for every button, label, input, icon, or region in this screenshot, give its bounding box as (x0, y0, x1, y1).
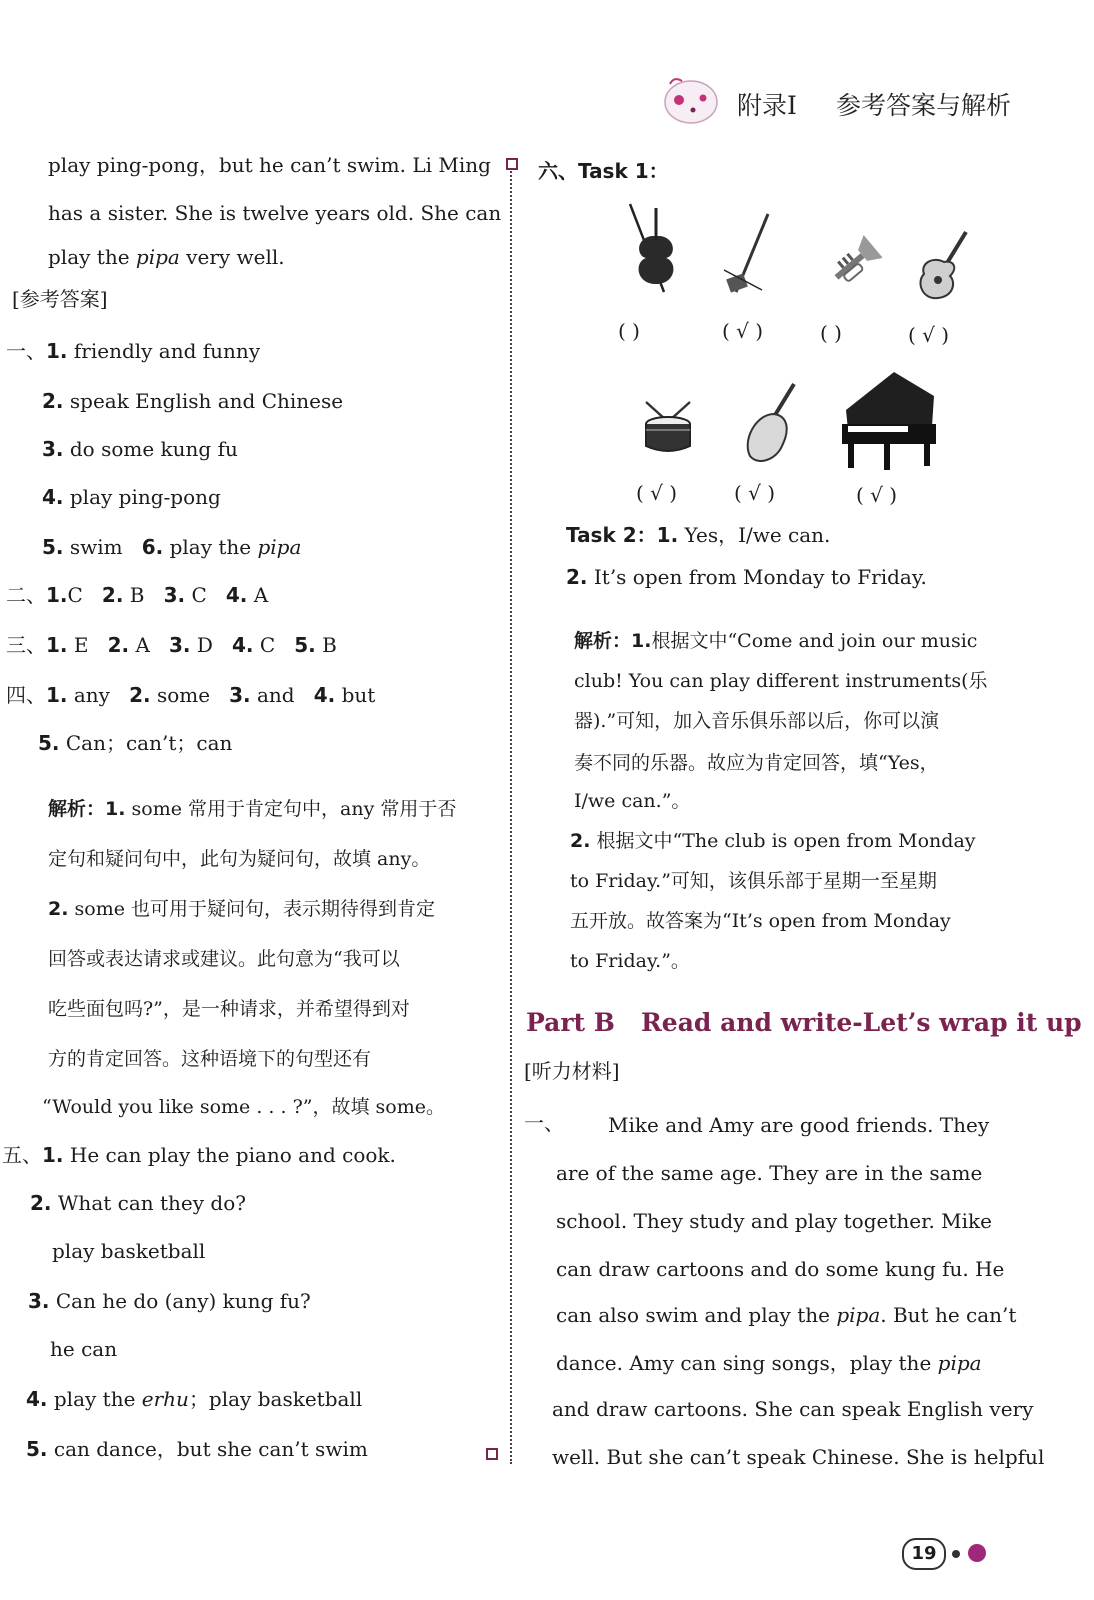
section-3: 三、1. E 2. A 3. D 4. C 5. B (6, 633, 337, 657)
intro-line: play ping-pong，but he can’t swim. Li Ming (48, 153, 491, 177)
analysis-left: 定句和疑问句中，此句为疑问句，故填 any。 (48, 848, 431, 870)
drum-icon (636, 398, 696, 458)
mark-trumpet: ( ) (820, 321, 842, 345)
section-1-item-1: 一、1. friendly and funny (6, 339, 261, 363)
analysis-right: to Friday.”可知，该俱乐部于星期一至星期 (570, 870, 937, 892)
task2-item-2: 2. It’s open from Monday to Friday. (566, 565, 927, 589)
task1-label: 六、Task 1： (538, 159, 669, 183)
listening-line: are of the same age. They are in the same (556, 1161, 983, 1185)
analysis-right: 奏不同的乐器。故应为肯定回答，填“Yes， (574, 752, 939, 774)
section-4: 四、1. any 2. some 3. and 4. but (6, 683, 376, 707)
section-1-item-3: 3. do some kung fu (42, 437, 238, 461)
listening-line: can also swim and play the pipa. But he can’t (556, 1303, 1017, 1327)
listening-heading: [听力材料] (524, 1059, 620, 1083)
mark-guitar: ( √ ) (908, 323, 950, 347)
answers-heading: [参考答案] (12, 287, 108, 311)
listening-line: dance. Amy can sing songs，play the pipa (556, 1351, 982, 1375)
page-dot-icon (968, 1544, 986, 1562)
listening-line: well. But she can’t speak Chinese. She is helpful (552, 1445, 1045, 1469)
analysis-right: 器).”可知，加入音乐俱乐部以后，你可以演 (574, 710, 940, 732)
mark-piano: ( √ ) (856, 483, 898, 507)
erhu-icon (722, 210, 778, 296)
analysis-right: club! You can play different instruments(乐 (574, 670, 988, 692)
section-5-item-3b: he can (50, 1337, 118, 1361)
analysis-left: 方的肯定回答。这种语境下的句型还有 (48, 1048, 372, 1070)
section-5-item-2: 2. What can they do? (30, 1191, 246, 1215)
section-5-item-4: 4. play the erhu；play basketball (26, 1387, 363, 1411)
listening-line: can draw cartoons and do some kung fu. He (556, 1257, 1005, 1281)
pipa-icon (738, 380, 802, 466)
analysis-left: 回答或表达请求或建议。此句意为“我可以 (48, 948, 400, 970)
header-title: 参考答案与解析 (836, 91, 1012, 120)
page-number-badge (902, 1538, 946, 1570)
section-1-item-5-6: 5. swim 6. play the pipa (42, 535, 302, 559)
analysis-left: 2. some 也可用于疑问句，表示期待得到肯定 (48, 898, 435, 920)
analysis-left: “Would you like some . . . ?”，故填 some。 (42, 1096, 445, 1118)
analysis-left: 吃些面包吗?”，是一种请求，并希望得到对 (48, 998, 410, 1020)
column-divider (510, 168, 512, 1464)
guitar-icon (914, 228, 974, 304)
divider-top-marker (506, 158, 518, 170)
mascot-icon (660, 72, 722, 126)
section-5-item-1: 五、1. He can play the piano and cook. (2, 1143, 396, 1167)
piano-icon (834, 368, 942, 472)
violin-icon (622, 200, 688, 296)
page-dot-icon (952, 1550, 960, 1558)
analysis-right: 五开放。故答案为“It’s open from Monday (570, 910, 951, 932)
analysis-right: 2. 根据文中“The club is open from Monday (570, 830, 976, 852)
mark-drum: ( √ ) (636, 481, 678, 505)
intro-line: play the pipa very well. (48, 245, 285, 269)
listening-label: 一、 (524, 1111, 564, 1135)
mark-pipa: ( √ ) (734, 481, 776, 505)
page-number: 19 (911, 1543, 937, 1564)
section-1-item-2: 2. speak English and Chinese (42, 389, 344, 413)
mark-violin: ( ) (618, 319, 640, 343)
listening-line: school. They study and play together. Mike (556, 1209, 993, 1233)
part-b-heading: Part B Read and write-Let’s wrap it up (526, 1008, 1082, 1037)
section-1-item-4: 4. play ping-pong (42, 485, 221, 509)
appendix-label: 附录Ⅰ (737, 91, 797, 120)
mark-erhu: ( √ ) (722, 319, 764, 343)
section-2: 二、1.C 2. B 3. C 4. A (6, 583, 269, 607)
analysis-left: 解析：1. some 常用于肯定句中，any 常用于否 (48, 798, 457, 820)
task2-item-1: Task 2：1. Yes，I/we can. (566, 523, 831, 547)
section-5-item-5: 5. can dance，but she can’t swim (26, 1437, 368, 1461)
analysis-right: to Friday.”。 (570, 950, 690, 972)
trumpet-icon (826, 232, 882, 296)
section-5-item-2b: play basketball (52, 1239, 206, 1263)
analysis-right: I/we can.”。 (574, 790, 691, 812)
divider-bottom-marker (486, 1448, 498, 1460)
listening-line: Mike and Amy are good friends. They (608, 1113, 990, 1137)
section-4-item-5: 5. Can；can’t；can (38, 731, 233, 755)
listening-line: and draw cartoons. She can speak English very (552, 1397, 1034, 1421)
intro-line: has a sister. She is twelve years old. She can (48, 201, 502, 225)
analysis-right: 解析：1.根据文中“Come and join our music (574, 630, 978, 652)
section-5-item-3: 3. Can he do (any) kung fu? (28, 1289, 311, 1313)
